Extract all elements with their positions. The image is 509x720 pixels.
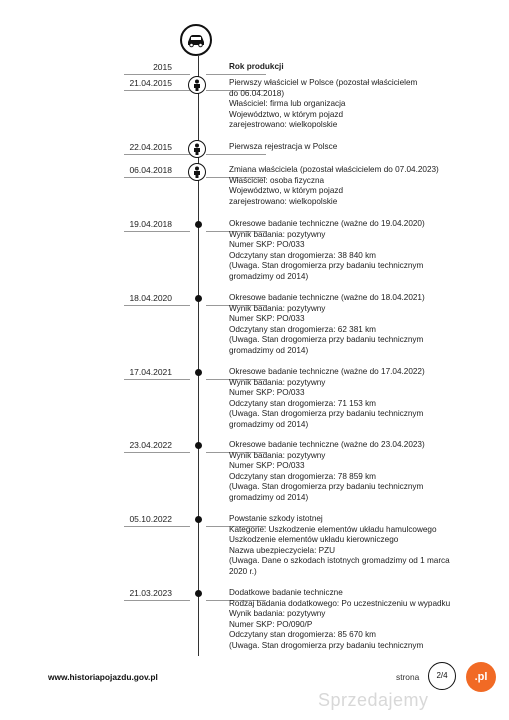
event-divider-right xyxy=(206,74,266,75)
event-description xyxy=(229,62,469,73)
event-line: (Uwaga. Stan drogomierza przy badaniu technicznym xyxy=(229,261,424,271)
event-line: Okresowe badanie techniczne (ważne do 18.04.2021) xyxy=(229,293,425,302)
event-date: 2015 xyxy=(153,62,172,72)
event-line: Okresowe badanie techniczne (ważne do 23.04.2023) xyxy=(229,440,425,449)
event-description xyxy=(229,588,469,652)
event-line: Okresowe badanie techniczne (ważne do 19.04.2020) xyxy=(229,219,425,228)
person-icon xyxy=(188,163,206,181)
event-line: Wynik badania: pozytywny xyxy=(229,609,326,619)
event-line: Rok produkcji xyxy=(229,62,284,71)
event-description xyxy=(229,293,469,357)
event-divider-left xyxy=(124,305,190,306)
event-line: do 06.04.2018) xyxy=(229,88,285,98)
event-line: Numer SKP: PO/033 xyxy=(229,240,305,250)
event-line: Zmiana właściciela (pozostał właścicielem do 07.04.2023) xyxy=(229,165,439,174)
event-line: Nazwa ubezpieczyciela: PZU xyxy=(229,545,336,555)
event-line: Właściciel: firma lub organizacja xyxy=(229,99,346,109)
event-line: zarejestrowano: wielkopolskie xyxy=(229,196,338,206)
event-description xyxy=(229,219,469,283)
event-line: Województwo, w którym pojazd xyxy=(229,186,344,196)
event-line: Wynik badania: pozytywny xyxy=(229,229,326,239)
event-line: Odczytany stan drogomierza: 62 381 km xyxy=(229,324,376,334)
footer-page-label: strona xyxy=(396,672,420,682)
event-description xyxy=(229,142,469,153)
timeline-dot-icon xyxy=(195,221,202,228)
event-line: Kategorie: Uszkodzenie elementów układu hamulcowego xyxy=(229,524,437,534)
event-divider-left xyxy=(124,379,190,380)
event-divider-right xyxy=(206,154,266,155)
event-date: 05.10.2022 xyxy=(129,514,172,524)
timeline-dot-icon xyxy=(195,442,202,449)
person-icon xyxy=(188,76,206,94)
event-line: Okresowe badanie techniczne (ważne do 17.04.2022) xyxy=(229,367,425,376)
event-description xyxy=(229,78,469,131)
event-line: Rodzaj badania dodatkowego: Po uczestniczeniu w wypadku xyxy=(229,598,451,608)
event-line: 2020 r.) xyxy=(229,566,257,576)
event-divider-left xyxy=(124,452,190,453)
event-line: gromadzimy od 2014) xyxy=(229,345,309,355)
event-line: (Uwaga. Stan drogomierza przy badaniu technicznym xyxy=(229,482,424,492)
timeline-dot-icon xyxy=(195,369,202,376)
event-line: Numer SKP: PO/090/P xyxy=(229,619,313,629)
event-line: gromadzimy od 2014) xyxy=(229,492,309,502)
event-date: 21.04.2015 xyxy=(129,78,172,88)
event-description xyxy=(229,440,469,504)
event-line: (Uwaga. Dane o szkodach istotnych gromadzimy od 1 marca xyxy=(229,556,450,566)
event-description xyxy=(229,367,469,431)
event-line: Odczytany stan drogomierza: 38 840 km xyxy=(229,250,376,260)
event-line: Pierwszy właściciel w Polsce (pozostał właścicielem xyxy=(229,78,418,87)
event-description xyxy=(229,514,469,578)
event-date: 21.03.2023 xyxy=(129,588,172,598)
timeline-dot-icon xyxy=(195,516,202,523)
event-line: Województwo, w którym pojazd xyxy=(229,109,344,119)
event-date: 19.04.2018 xyxy=(129,219,172,229)
event-divider-left xyxy=(124,90,190,91)
event-line: Uszkodzenie elementów układu kierowniczego xyxy=(229,535,399,545)
event-line: zarejestrowano: wielkopolskie xyxy=(229,120,338,130)
event-line: Odczytany stan drogomierza: 78 859 km xyxy=(229,471,376,481)
event-description xyxy=(229,165,469,207)
event-date: 23.04.2022 xyxy=(129,440,172,450)
event-line: (Uwaga. Stan drogomierza przy badaniu technicznym xyxy=(229,640,424,650)
event-line: (Uwaga. Stan drogomierza przy badaniu technicznym xyxy=(229,335,424,345)
event-date: 22.04.2015 xyxy=(129,142,172,152)
event-line: Wynik badania: pozytywny xyxy=(229,377,326,387)
event-line: Numer SKP: PO/033 xyxy=(229,388,305,398)
event-line: Numer SKP: PO/033 xyxy=(229,461,305,471)
event-divider-left xyxy=(124,154,190,155)
event-date: 06.04.2018 xyxy=(129,165,172,175)
event-line: gromadzimy od 2014) xyxy=(229,419,309,429)
car-icon xyxy=(180,24,212,56)
timeline-dot-icon xyxy=(195,590,202,597)
footer-url[interactable]: www.historiapojazdu.gov.pl xyxy=(48,672,158,682)
event-line: Powstanie szkody istotnej xyxy=(229,514,323,523)
event-divider-left xyxy=(124,231,190,232)
event-line: Pierwsza rejestracja w Polsce xyxy=(229,142,338,151)
event-date: 18.04.2020 xyxy=(129,293,172,303)
page-number-badge: 2/4 xyxy=(428,662,456,690)
watermark-logo: .pl xyxy=(466,662,496,692)
event-divider-left xyxy=(124,600,190,601)
event-divider-left xyxy=(124,177,190,178)
event-line: (Uwaga. Stan drogomierza przy badaniu technicznym xyxy=(229,409,424,419)
watermark-text: Sprzedajemy xyxy=(318,690,429,710)
event-divider-left xyxy=(124,526,190,527)
event-line: Właściciel: osoba fizyczna xyxy=(229,175,325,185)
timeline-dot-icon xyxy=(195,295,202,302)
person-icon xyxy=(188,140,206,158)
event-line: Dodatkowe badanie techniczne xyxy=(229,588,343,597)
event-line: Wynik badania: pozytywny xyxy=(229,450,326,460)
event-date: 17.04.2021 xyxy=(129,367,172,377)
event-line: Odczytany stan drogomierza: 71 153 km xyxy=(229,398,376,408)
event-divider-left xyxy=(124,74,190,75)
event-line: Odczytany stan drogomierza: 85 670 km xyxy=(229,630,376,640)
event-line: Numer SKP: PO/033 xyxy=(229,314,305,324)
event-line: Wynik badania: pozytywny xyxy=(229,303,326,313)
event-line: gromadzimy od 2014) xyxy=(229,271,309,281)
